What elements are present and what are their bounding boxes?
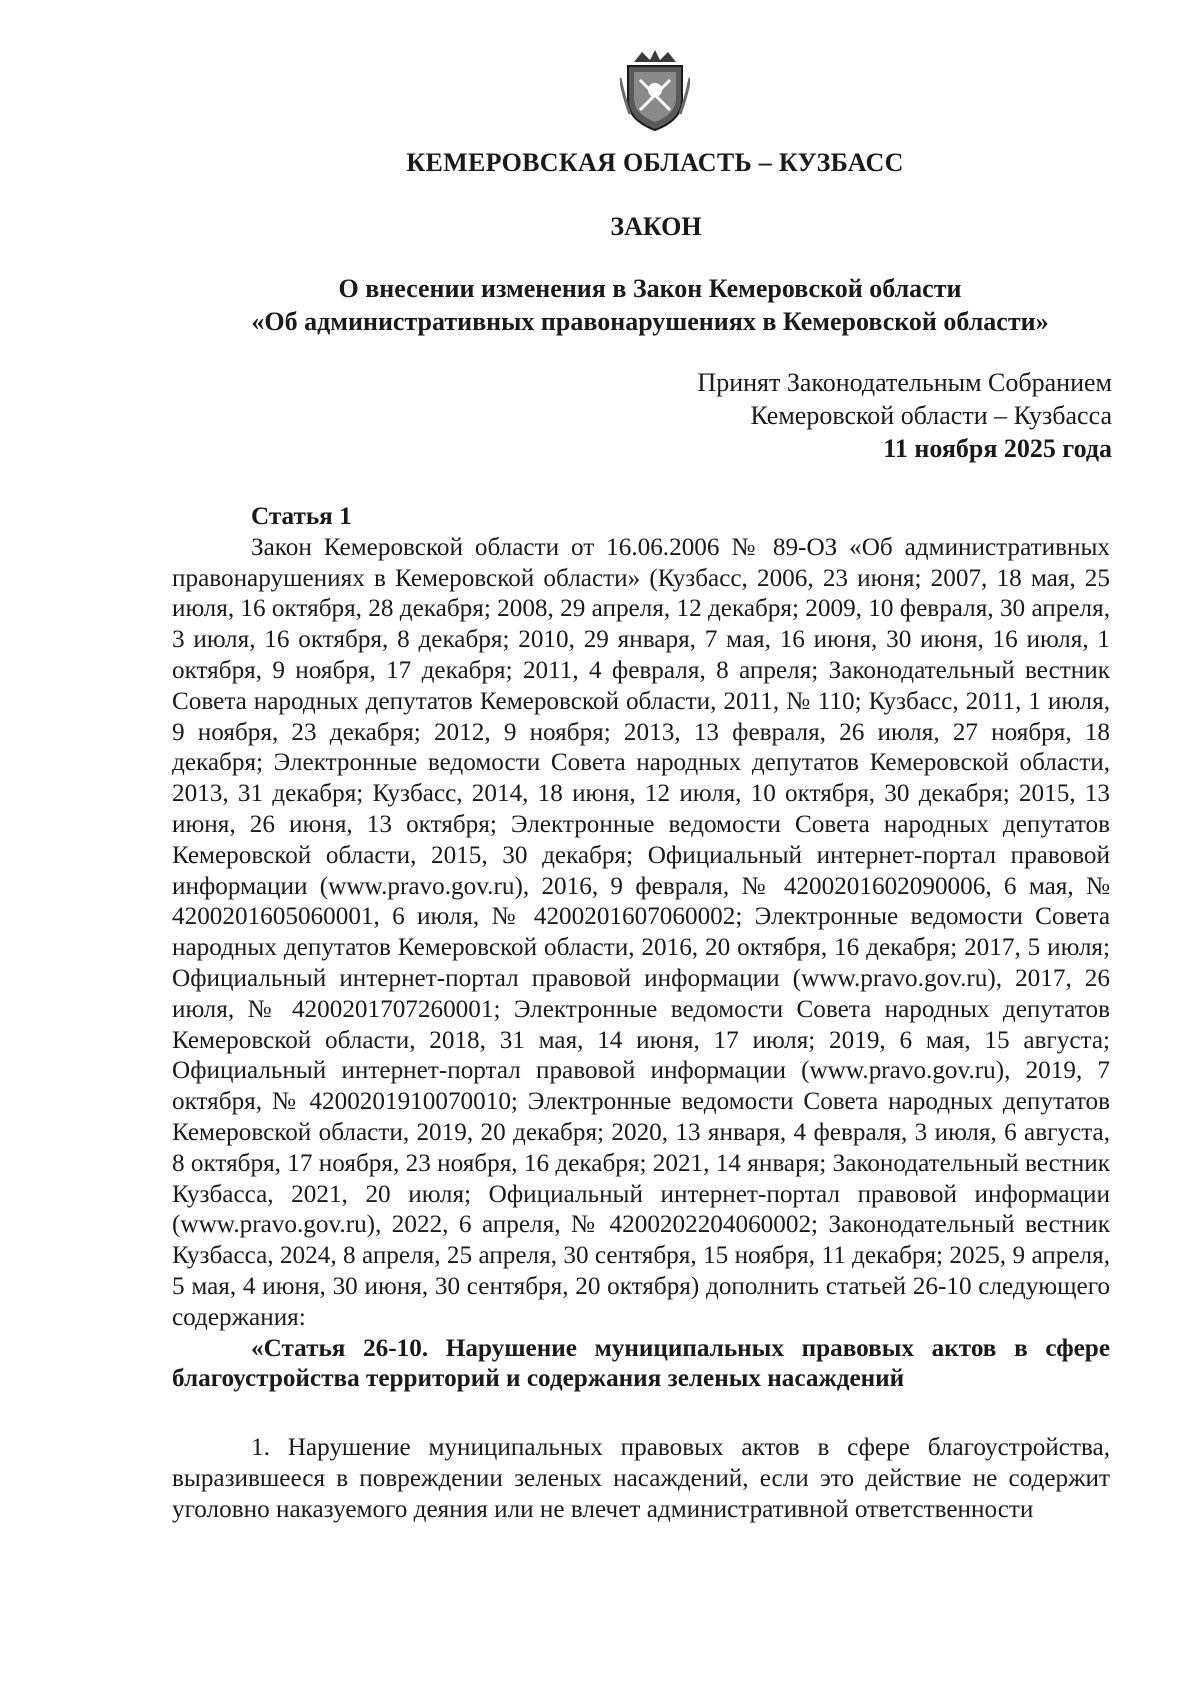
document-title-line-2: «Об административных правонарушениях в Кемеровской области» — [251, 307, 1049, 336]
document-body — [172, 502, 1110, 1526]
coat-of-arms-icon — [620, 48, 690, 132]
new-article-heading: «Статья 26-10. Нарушение муниципальных правовых актов в сфере благоустройства территорий и содержания зеленых насаждений — [172, 1334, 1110, 1393]
document-type: ЗАКОН — [610, 212, 702, 241]
adoption-date: 11 ноября 2025 года — [883, 434, 1112, 463]
adoption-line-1: Принят Законодательным Собранием — [697, 368, 1112, 397]
article-heading: Статья 1 — [251, 503, 352, 530]
region-name: КЕМЕРОВСКАЯ ОБЛАСТЬ – КУЗБАСС — [406, 148, 904, 177]
document-title — [0, 272, 1200, 338]
adoption-line-2: Кемеровской области – Кузбасса — [750, 401, 1112, 430]
article-paragraph: Закон Кемеровской области от 16.06.2006 № 89-ОЗ «Об административных правонарушениях в Кемеровской области» (Кузбасс, 2006, 23 июня; 2007, 18 мая, 25 июля, 16 октября, 28 декабря; 2008, 29 апреля, 12 декабря; 2009, 10 февраля, 30 апреля, 3 июля, 16 октября, 8 декабря; 2010, 29 января, 7 мая, 16 июня, 30 июня, 16 июля, 1 октября, 9 ноября, 17 декабря; 2011, 4 февраля, 8 апреля; Законодательный вестник Совета народных депутатов Кемеровской области, 2011, № 110; Кузбасс, 2011, 1 июля, 9 ноября, 23 декабря; 2012, 9 ноября; 2013, 13 февраля, 26 июля, 27 ноября, 18 декабря; Электронные ведомости Совета народных депутатов Кемеровской области, 2013, 31 декабря; Кузбасс, 2014, 18 июня, 12 июля, 10 октября, 30 декабря; 2015, 13 июня, 26 июня, 13 октября; Электронные ведомости Совета народных депутатов Кемеровской области, 2015, 30 декабря; Официальный интернет-портал правовой информации (www.pravo.gov.ru), 2016, 9 февраля, № 4200201602090006, 6 мая, № 4200201605060001, 6 июля, № 4200201607060002; Электронные ведомости Совета народных депутатов Кемеровской области, 2016, 20 октября, 16 декабря; 2017, 5 июля; Официальный интернет-портал правовой информации (www.pravo.gov.ru), 2017, 26 июля, № 4200201707260001; Электронные ведомости Совета народных депутатов Кемеровской области, 2018, 31 мая, 14 июня, 17 июля; 2019, 6 мая, 15 августа; Официальный интернет-портал правовой информации (www.pravo.gov.ru), 2019, 7 октября, № 4200201910070010; Электронные ведомости Совета народных депутатов Кемеровской области, 2019, 20 декабря; 2020, 13 января, 4 февраля, 3 июля, 6 августа, 8 октября, 17 ноября, 23 ноября, 16 декабря; 2021, 14 января; Законодательный вестник Кузбасса, 2021, 20 июля; Официальный интернет-портал правовой информации (www.pravo.gov.ru), 2022, 6 апреля, № 4200202204060002; Законодательный вестник Кузбасса, 2024, 8 апреля, 25 апреля, 30 сентября, 15 ноября, 11 декабря; 2025, 9 апреля, 5 мая, 4 июня, 30 июня, 30 сентября, 20 октября) дополнить статьей 26-10 следующего содержания: — [172, 533, 1110, 1331]
adoption-block — [512, 366, 1112, 465]
document-title-line-1: О внесении изменения в Закон Кемеровской области — [338, 274, 962, 303]
article-point-1: 1. Нарушение муниципальных правовых актов в сфере благоустройства, выразившееся в повреждении зеленых насаждений, если это действие не содержит уголовно наказуемого деяния или не влечет административной ответственности — [172, 1434, 1110, 1523]
